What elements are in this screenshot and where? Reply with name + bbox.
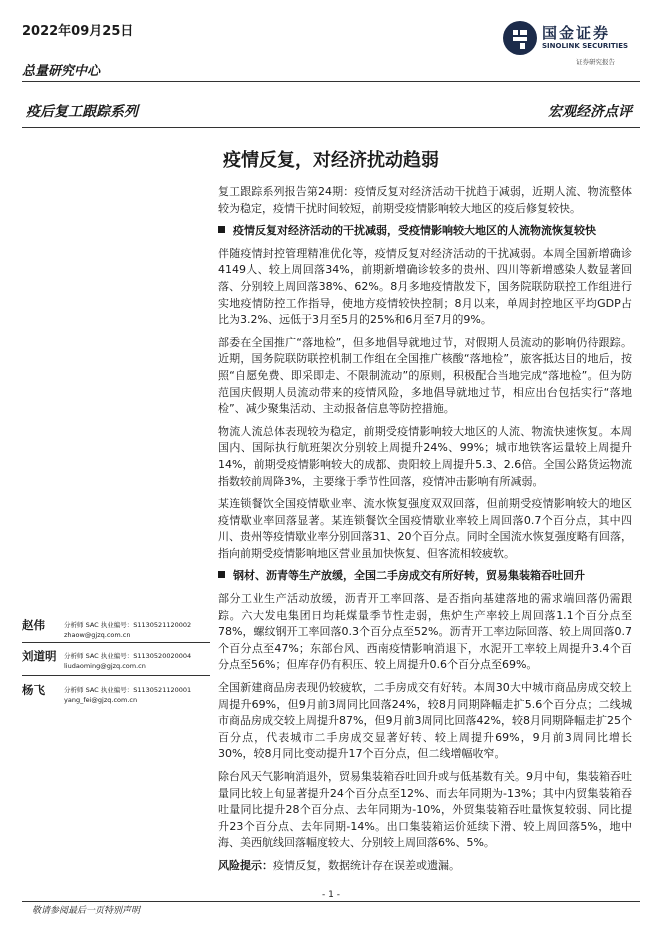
paragraph-1: 伴随疫情封控管理精准优化等，疫情反复对经济活动的干扰减弱。本周全国新增确诊4149人、较上周回落34%，前期新增确诊较多的贵州、四川等新增感染人数显著回落、分别较上周回落38%、62%。8月多地疫情散发下，国务院联防联控工作组进行实地疫情防控工作指导，使地方疫情较快控制；8月以来，单周封控地区平均GDP占比为3.2%、远低于3月至5月的25%和6月至7月的9%。 bbox=[218, 246, 632, 327]
paragraph-7: 除台风天气影响消退外，贸易集装箱吞吐回升或与低基数有关。9月中旬，集装箱吞吐量同比较上旬显著提升24个百分点至12%、而去年同期为-13%；其中内贸集装箱吞吐量同比提升28个百分点、去年同期为-10%，外贸集装箱吞吐量恢复较弱、同比提升23个百分点、去年同期-14%。出口集装箱运价延续下滑、较上周回落5%，地中海、美西航线回落幅度较大、分别较上周回落6%、5%。 bbox=[218, 770, 632, 850]
logo-text-cn: 国金证券 bbox=[542, 24, 611, 42]
square-bullet-icon bbox=[218, 226, 225, 233]
page-title: 疫情反复，对经济扰动趋弱 bbox=[223, 150, 439, 171]
analyst-card bbox=[22, 617, 210, 639]
square-bullet-icon bbox=[218, 571, 225, 578]
analyst-sac: 分析师 SAC 执业编号：S1130521120001 bbox=[64, 686, 192, 694]
logo-subtitle: 证券研究报告 bbox=[576, 58, 615, 66]
page-number: - 1 - bbox=[322, 890, 340, 900]
analyst-name: 刘道明 bbox=[22, 649, 57, 663]
disclaimer-note: 敬请参阅最后一页特别声明 bbox=[32, 906, 141, 916]
paragraph-5: 部分工业生产活动放缓，沥青开工率回落、是否指向基建落地的需求端回落仍需跟踪。六大发电集团日均耗煤量季节性走弱，焦炉生产率较上周回落1.1个百分点至78%，螺纹钢开工率回落0.3个百分点至52%。沥青开工率边际回落、较上周回落0.7个百分点至47%；东部台风、西南疫情影响消退下，水泥开工率较上周提升3.4个百分点至56%；但库存仍有积压、较上周提升0.6个百分点至69%。 bbox=[218, 592, 632, 672]
paragraph-3: 物流人流总体表现较为稳定，前期受疫情影响较大地区的人流、物流快速恢复。本周国内、国际执行航班架次分别较上周提升24%、99%；城市地铁客运量较上周提升14%，前期受疫情影响较大的成都、贵阳较上周提升5.3、2.6倍。全国公路货运物流指数较前周降3%，主要缘于季节性回落，疫情冲击影响有所减弱。 bbox=[218, 424, 632, 488]
logo-text-en: SINOLINK SECURITIES bbox=[542, 42, 629, 50]
research-center: 总量研究中心 bbox=[22, 64, 101, 79]
analyst-name: 赵伟 bbox=[22, 618, 45, 632]
footer-divider bbox=[22, 901, 640, 902]
report-type: 宏观经济点评 bbox=[548, 104, 632, 120]
logo-mark-icon bbox=[500, 18, 540, 58]
analyst-email[interactable]: zhaow@gjzq.com.cn bbox=[64, 631, 131, 639]
report-body bbox=[218, 184, 632, 881]
analyst-sac: 分析师 SAC 执业编号：S1130521120002 bbox=[64, 621, 192, 629]
series-name: 疫后复工跟踪系列 bbox=[26, 104, 138, 120]
paragraph-6: 全国新建商品房表现仍较疲软，二手房成交有好转。本周30大中城市商品房成交较上周提升69%，但9月前3周同比回落24%，较8月同期降幅走扩5.6个百分点；二线城市商品房成交较上周提升87%，但9月前3周同比回落42%，较8月同期降幅走扩25个百分点，代表城市二手房成交显著好转、较上周提升69%，9月前3周同比增长30%，较8月同比变动提升17个百分点，但二线增幅收窄。 bbox=[218, 681, 632, 761]
analyst-email[interactable]: liudaoming@gjzq.com.cn bbox=[64, 662, 146, 670]
section-heading-2: 钢材、沥青等生产放缓，全国二手房成交有所好转，贸易集装箱吞吐回升 bbox=[218, 568, 632, 585]
paragraph-4: 某连锁餐饮全国疫情歇业率、流水恢复强度双双回落，但前期受疫情影响较大的地区疫情歇业率回落显著。某连锁餐饮全国疫情歇业率较上周回落0.7个百分点，其中四川、贵州等疫情歇业率分别回落31、20个百分点。同时全国流水恢复强度略有回落，指向前期受疫情影响地区营业虽加快恢复、但客流相较疲软。 bbox=[218, 497, 632, 560]
report-date: 2022年09月25日 bbox=[22, 24, 134, 39]
paragraph-2: 部委在全国推广“落地检”，但多地倡导就地过节，对假期人员流动的影响仍待跟踪。近期，国务院联防联控机制工作组在全国推广核酸“落地检”，旅客抵达目的地后，按照“自愿免费、即采即走、不限制流动”的原则，积极配合当地完成“落地检”。但为防范国庆假期人员流动带来的疫情风险，多地倡导就地过节，相应出台包括实行“落地检”、减少聚集活动、主动报备信息等防控措施。 bbox=[218, 335, 632, 416]
intro-paragraph: 复工跟踪系列报告第24期：疫情反复对经济活动干扰趋于减弱，近期人流、物流整体较为稳定，疫情干扰时间较短，前期受疫情影响较大地区的疫后修复较快。 bbox=[218, 185, 632, 215]
risk-warning: 风险提示：疫情反复，数据统计存在误差或遗漏。 bbox=[218, 858, 460, 872]
analyst-sac: 分析师 SAC 执业编号：S1130520020004 bbox=[64, 652, 192, 660]
header-divider bbox=[22, 81, 640, 82]
section-heading-1: 疫情反复对经济活动的干扰减弱，受疫情影响较大地区的人流物流恢复较快 bbox=[218, 223, 632, 240]
analyst-card bbox=[22, 682, 210, 704]
analyst-email[interactable]: yang_fei@gjzq.com.cn bbox=[64, 696, 138, 704]
analyst-card bbox=[22, 648, 210, 670]
header-divider-2 bbox=[22, 127, 640, 128]
analyst-name: 杨飞 bbox=[22, 683, 45, 697]
